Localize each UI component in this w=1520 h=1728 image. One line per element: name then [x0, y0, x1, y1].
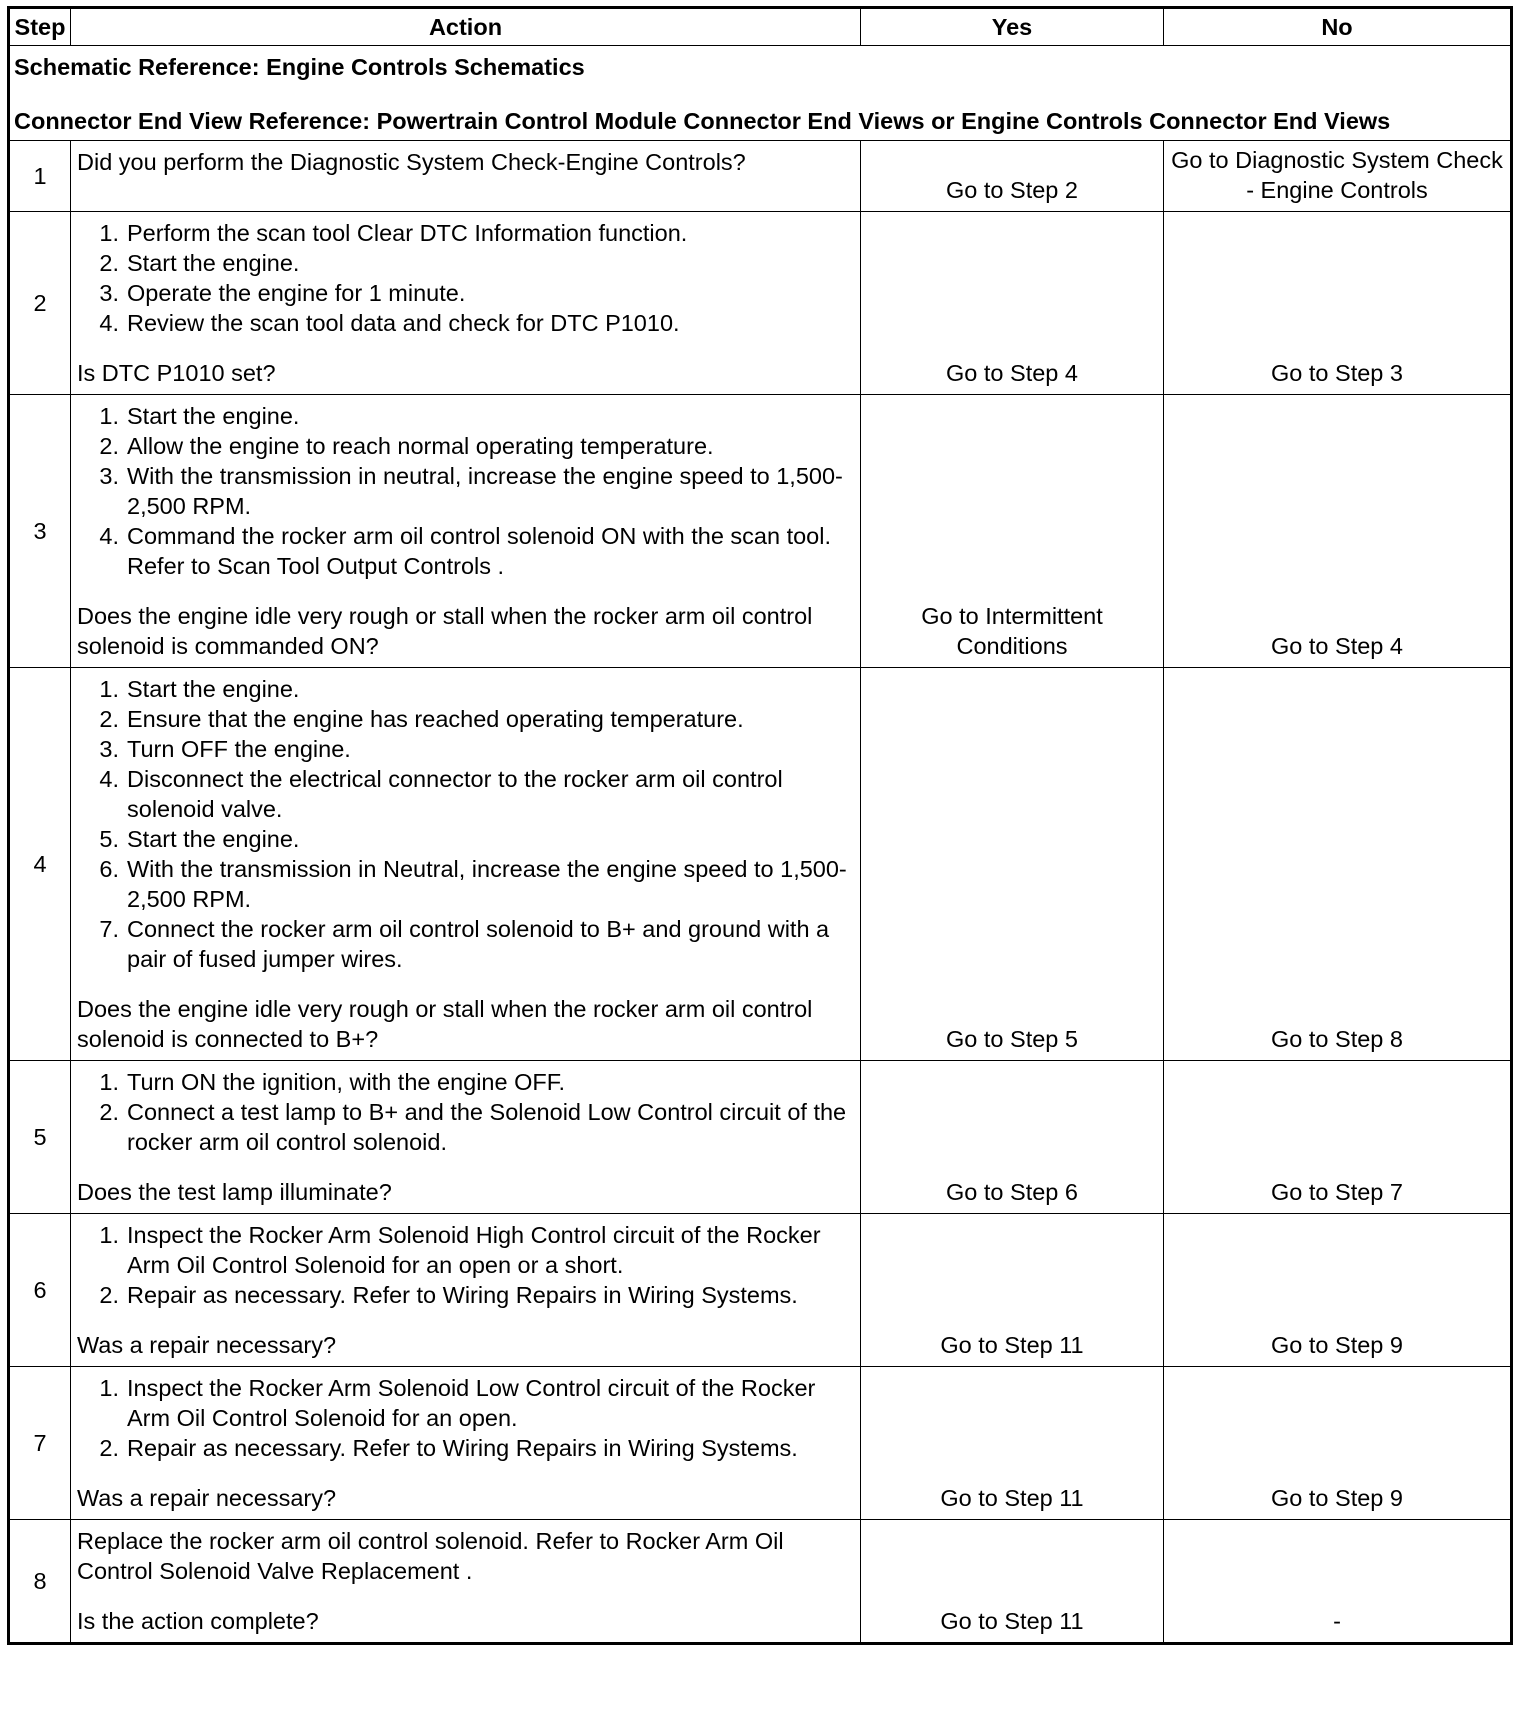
procedure-item [77, 1280, 854, 1310]
schematic-reference: Schematic Reference: Engine Controls Schematics [14, 54, 585, 80]
procedure-item [77, 278, 854, 308]
procedure-item-text: Disconnect the electrical connector to the rocker arm oil control solenoid valve. [127, 766, 783, 822]
procedure-item-number: 1. [99, 403, 119, 429]
step-number: 7 [9, 1367, 71, 1520]
step-row [9, 395, 1512, 668]
yes-result: Go to Step 11 [861, 1214, 1164, 1367]
header-yes: Yes [861, 8, 1164, 46]
procedure-item [77, 1097, 854, 1157]
procedure-item [77, 1373, 854, 1433]
procedure-item [77, 734, 854, 764]
procedure-item-number: 3. [99, 280, 119, 306]
step-number: 8 [9, 1520, 71, 1644]
procedure-item [77, 248, 854, 278]
procedure-item-text: Repair as necessary. Refer to Wiring Repairs in Wiring Systems. [127, 1435, 798, 1461]
step-row [9, 668, 1512, 1061]
procedure-item-text: Operate the engine for 1 minute. [127, 280, 466, 306]
procedure-list [77, 218, 854, 338]
header-action: Action [71, 8, 861, 46]
procedure-item-number: 2. [99, 250, 119, 276]
procedure-item [77, 674, 854, 704]
action-question: Does the engine idle very rough or stall when the rocker arm oil control solenoid is connected to B+? [77, 996, 813, 1052]
procedure-item-number: 6. [99, 856, 119, 882]
no-result: Go to Step 7 [1164, 1061, 1512, 1214]
action-cell [71, 1520, 861, 1644]
procedure-item-number: 2. [99, 1099, 119, 1125]
header-no: No [1164, 8, 1512, 46]
action-cell [71, 212, 861, 395]
action-question: Was a repair necessary? [77, 1332, 337, 1358]
procedure-item-text: Connect the rocker arm oil control solenoid to B+ and ground with a pair of fused jumper wires. [127, 916, 830, 972]
action-question: Does the test lamp illuminate? [77, 1179, 392, 1205]
reference-row [9, 46, 1512, 141]
procedure-item-text: Turn ON the ignition, with the engine OFF. [127, 1069, 566, 1095]
header-row [9, 8, 1512, 46]
procedure-item-number: 1. [99, 1069, 119, 1095]
no-result: Go to Step 3 [1164, 212, 1512, 395]
procedure-item-text: Start the engine. [127, 250, 300, 276]
procedure-item [77, 431, 854, 461]
procedure-item [77, 308, 854, 338]
no-result: - [1164, 1520, 1512, 1644]
procedure-item [77, 461, 854, 521]
procedure-item-number: 3. [99, 463, 119, 489]
step-row [9, 1061, 1512, 1214]
procedure-item [77, 401, 854, 431]
procedure-list [77, 1067, 854, 1157]
procedure-item-number: 7. [99, 916, 119, 942]
procedure-item-number: 4. [99, 766, 119, 792]
procedure-item [77, 521, 854, 581]
action-question: Does the engine idle very rough or stall when the rocker arm oil control solenoid is commanded ON? [77, 603, 813, 659]
procedure-item-text: Inspect the Rocker Arm Solenoid Low Control circuit of the Rocker Arm Oil Control Solenoid for an open. [127, 1375, 816, 1431]
procedure-item-text: Connect a test lamp to B+ and the Solenoid Low Control circuit of the rocker arm oil control solenoid. [127, 1099, 847, 1155]
no-result: Go to Step 4 [1164, 395, 1512, 668]
procedure-list [77, 674, 854, 974]
procedure-item [77, 764, 854, 824]
procedure-item-number: 2. [99, 1282, 119, 1308]
yes-result: Go to Step 11 [861, 1367, 1164, 1520]
procedure-item-number: 2. [99, 1435, 119, 1461]
procedure-item-number: 4. [99, 310, 119, 336]
procedure-item [77, 1220, 854, 1280]
action-cell [71, 1367, 861, 1520]
procedure-item-number: 2. [99, 706, 119, 732]
action-cell [71, 1214, 861, 1367]
procedure-item [77, 824, 854, 854]
action-text: Did you perform the Diagnostic System Check-Engine Controls? [77, 149, 746, 175]
connector-reference: Connector End View Reference: Powertrain Control Module Connector End Views or Engine Controls Connector End Views [14, 108, 1391, 134]
action-text: Replace the rocker arm oil control solenoid. Refer to Rocker Arm Oil Control Solenoid Valve Replacement . [77, 1528, 784, 1584]
yes-result: Go to Step 11 [861, 1520, 1164, 1644]
procedure-item-text: Turn OFF the engine. [127, 736, 351, 762]
procedure-item-number: 1. [99, 676, 119, 702]
yes-result: Go to Step 4 [861, 212, 1164, 395]
step-number: 2 [9, 212, 71, 395]
step-row [9, 1367, 1512, 1520]
procedure-item-text: Inspect the Rocker Arm Solenoid High Control circuit of the Rocker Arm Oil Control Solenoid for an open or a short. [127, 1222, 821, 1278]
procedure-item-text: Perform the scan tool Clear DTC Information function. [127, 220, 688, 246]
action-question: Was a repair necessary? [77, 1485, 337, 1511]
step-number: 5 [9, 1061, 71, 1214]
no-result: Go to Diagnostic System Check - Engine Controls [1164, 141, 1512, 212]
procedure-item-text: Start the engine. [127, 403, 300, 429]
yes-result: Go to Intermittent Conditions [861, 395, 1164, 668]
procedure-item-text: Review the scan tool data and check for DTC P1010. [127, 310, 680, 336]
step-number: 4 [9, 668, 71, 1061]
yes-result: Go to Step 6 [861, 1061, 1164, 1214]
procedure-item-text: With the transmission in Neutral, increase the engine speed to 1,500-2,500 RPM. [127, 856, 847, 912]
no-result: Go to Step 9 [1164, 1214, 1512, 1367]
action-question: Is DTC P1010 set? [77, 360, 276, 386]
action-cell [71, 395, 861, 668]
action-cell [71, 668, 861, 1061]
procedure-list [77, 401, 854, 581]
yes-result: Go to Step 2 [861, 141, 1164, 212]
diagnostic-table-container [7, 6, 1510, 1645]
yes-result: Go to Step 5 [861, 668, 1164, 1061]
procedure-item [77, 704, 854, 734]
step-number: 3 [9, 395, 71, 668]
procedure-item-text: Command the rocker arm oil control solenoid ON with the scan tool. Refer to Scan Tool Output Controls . [127, 523, 832, 579]
reference-cell [9, 46, 1512, 141]
diagnostic-table [7, 6, 1513, 1645]
procedure-item-text: Repair as necessary. Refer to Wiring Repairs in Wiring Systems. [127, 1282, 798, 1308]
procedure-item [77, 218, 854, 248]
step-row [9, 1520, 1512, 1644]
procedure-item-number: 3. [99, 736, 119, 762]
procedure-item [77, 1433, 854, 1463]
procedure-item-number: 2. [99, 433, 119, 459]
procedure-item-text: Start the engine. [127, 826, 300, 852]
procedure-item-number: 4. [99, 523, 119, 549]
step-row [9, 1214, 1512, 1367]
procedure-item-number: 1. [99, 1222, 119, 1248]
procedure-item-number: 1. [99, 1375, 119, 1401]
action-question: Is the action complete? [77, 1608, 319, 1634]
procedure-item [77, 914, 854, 974]
procedure-list [77, 1373, 854, 1463]
procedure-item [77, 1067, 854, 1097]
procedure-item [77, 854, 854, 914]
procedure-item-text: Ensure that the engine has reached operating temperature. [127, 706, 744, 732]
procedure-item-number: 5. [99, 826, 119, 852]
step-row [9, 212, 1512, 395]
action-cell [71, 141, 861, 212]
no-result: Go to Step 9 [1164, 1367, 1512, 1520]
procedure-item-text: Allow the engine to reach normal operating temperature. [127, 433, 714, 459]
procedure-list [77, 1220, 854, 1310]
action-cell [71, 1061, 861, 1214]
procedure-item-text: Start the engine. [127, 676, 300, 702]
no-result: Go to Step 8 [1164, 668, 1512, 1061]
procedure-item-number: 1. [99, 220, 119, 246]
header-step: Step [9, 8, 71, 46]
step-row [9, 141, 1512, 212]
procedure-item-text: With the transmission in neutral, increase the engine speed to 1,500-2,500 RPM. [127, 463, 843, 519]
step-number: 6 [9, 1214, 71, 1367]
step-number: 1 [9, 141, 71, 212]
